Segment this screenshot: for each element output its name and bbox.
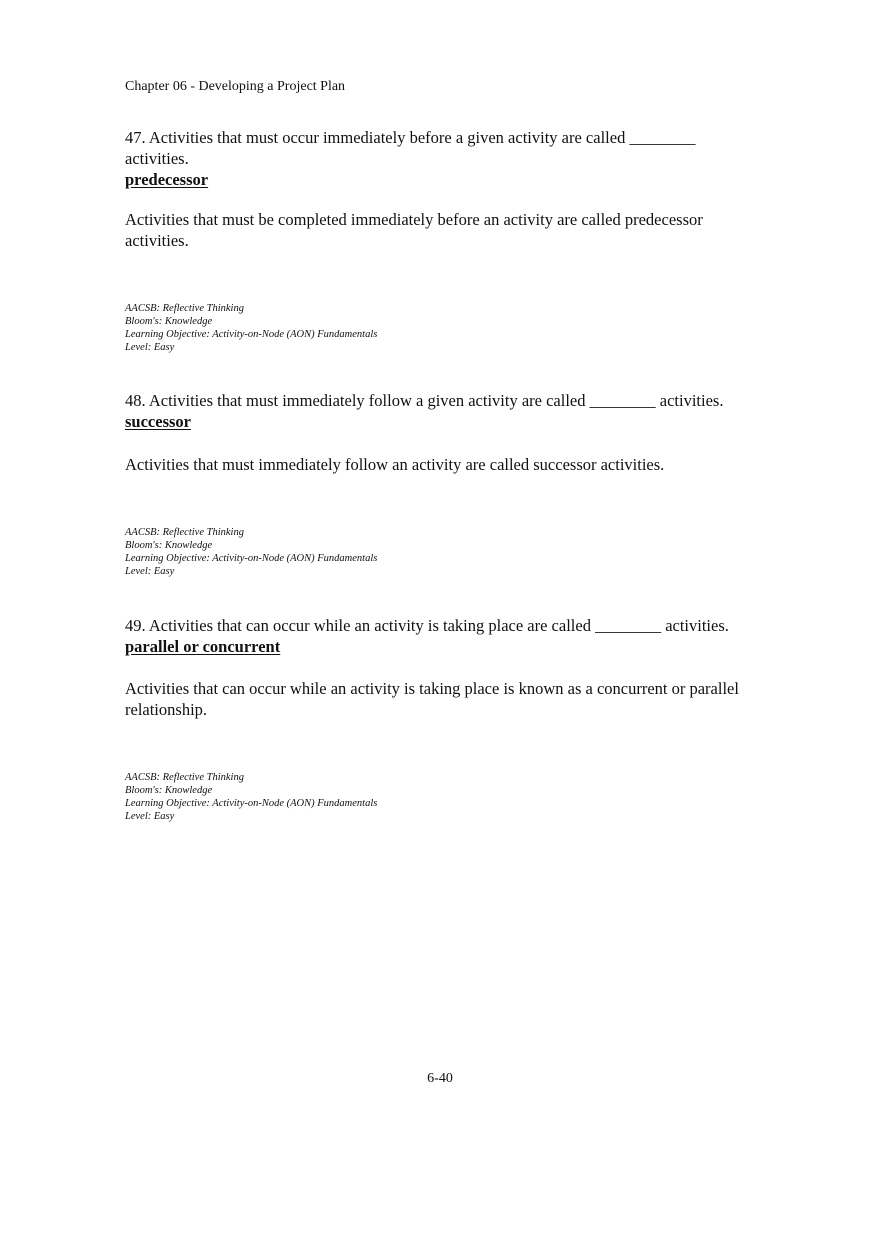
difficulty-level: Level: Easy — [125, 342, 175, 353]
answer: predecessor — [125, 170, 209, 189]
blooms-tag: Bloom's: Knowledge — [125, 316, 213, 327]
difficulty-level: Level: Easy — [125, 811, 175, 822]
question-49 — [125, 615, 785, 657]
blooms-tag: Bloom's: Knowledge — [125, 540, 213, 551]
question-47 — [125, 127, 775, 190]
question-text: 48. Activities that must immediately follow a given activity are called ________ activities. — [125, 391, 724, 410]
question-text: 47. Activities that must occur immediately before a given activity are called ________ activities. — [125, 128, 696, 168]
question-48 — [125, 390, 785, 432]
aacsb-tag: AACSB: Reflective Thinking — [125, 772, 244, 783]
learning-objective: Learning Objective: Activity-on-Node (AON) Fundamentals — [125, 329, 378, 340]
explanation: Activities that must immediately follow an activity are called successor activities. — [125, 455, 665, 474]
answer: parallel or concurrent — [125, 637, 281, 656]
explanation: Activities that can occur while an activity is taking place is known as a concurrent or parallel relationship. — [125, 679, 739, 719]
learning-objective: Learning Objective: Activity-on-Node (AON) Fundamentals — [125, 553, 378, 564]
aacsb-tag: AACSB: Reflective Thinking — [125, 303, 244, 314]
blooms-tag: Bloom's: Knowledge — [125, 785, 213, 796]
aacsb-tag: AACSB: Reflective Thinking — [125, 527, 244, 538]
question-metadata — [125, 302, 377, 354]
difficulty-level: Level: Easy — [125, 566, 175, 577]
question-metadata — [125, 526, 377, 578]
question-metadata — [125, 771, 377, 823]
question-text: 49. Activities that can occur while an activity is taking place are called ________ activities. — [125, 616, 729, 635]
chapter-header: Chapter 06 - Developing a Project Plan — [125, 79, 346, 94]
learning-objective: Learning Objective: Activity-on-Node (AON) Fundamentals — [125, 798, 378, 809]
page-number: 6-40 — [427, 1071, 453, 1086]
answer: successor — [125, 412, 191, 431]
explanation: Activities that must be completed immediately before an activity are called predecessor activities. — [125, 210, 703, 250]
